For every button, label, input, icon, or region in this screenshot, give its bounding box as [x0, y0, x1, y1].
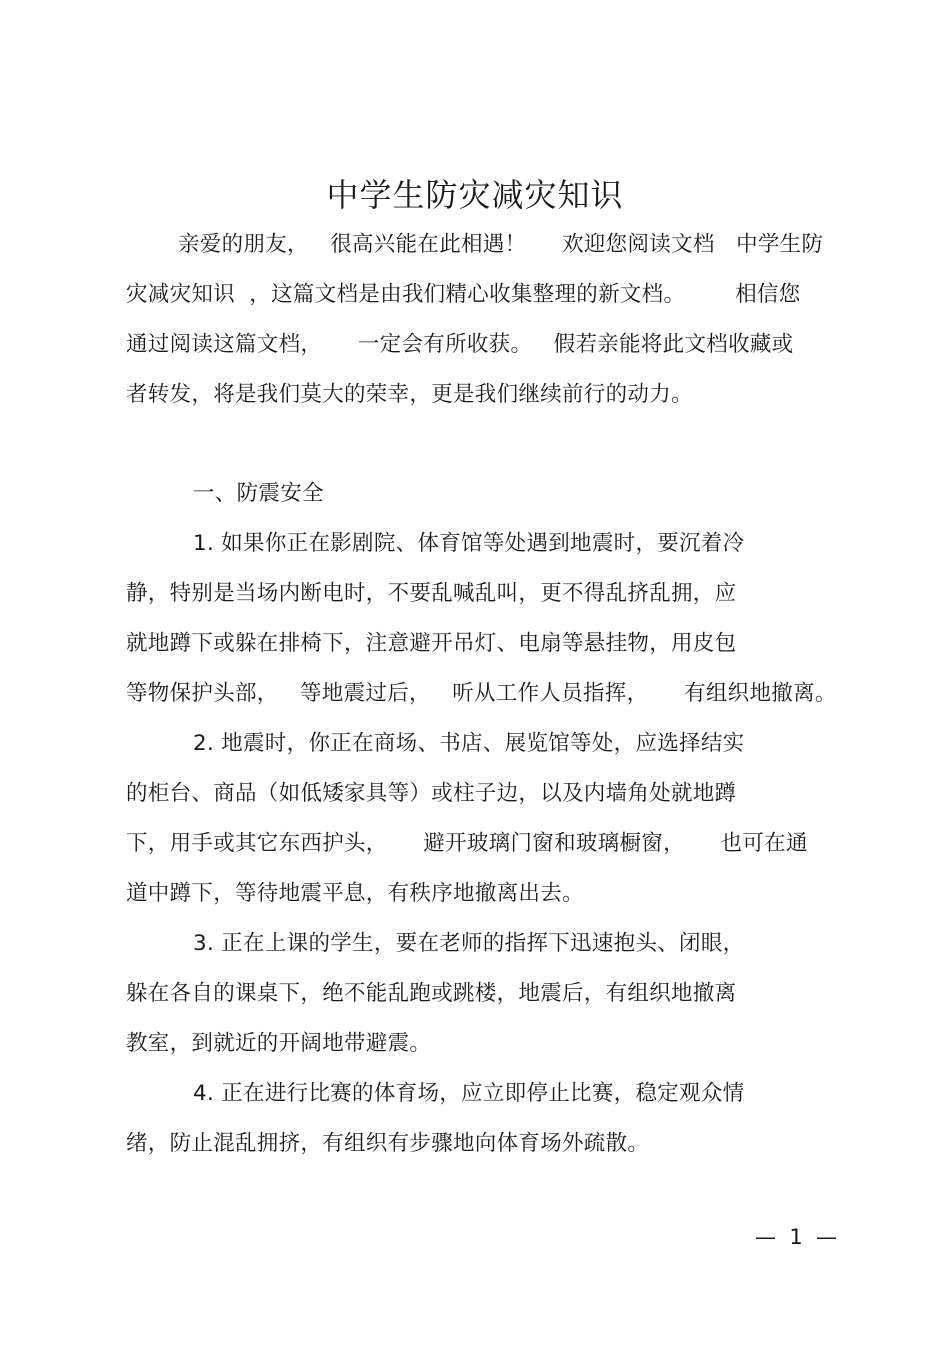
paragraph-line: 道中蹲下，等待地震平息，有秩序地撤离出去。 — [126, 881, 584, 906]
intro-line-3: 通过阅读这篇文档， 一定会有所收获。 假若亲能将此文档收藏或 — [126, 332, 794, 357]
intro-line-2: 灾减灾知识 ，这篇文档是由我们精心收集整理的新文档。 相信您 — [126, 282, 801, 307]
paragraph-line: 躲在各自的课桌下，绝不能乱跑或跳楼，地震后，有组织地撤离 — [126, 981, 737, 1006]
intro-line-1: 亲爱的朋友， 很高兴能在此相遇！ 欢迎您阅读文档 中学生防 — [178, 232, 824, 257]
paragraph-line: 1. 如果你正在影剧院、体育馆等处遇到地震时，要沉着冷 — [193, 531, 745, 556]
paragraph-line: 等物保护头部， 等地震过后， 听从工作人员指挥， 有组织地撤离。 — [126, 681, 837, 706]
paragraph-line: 教室，到就近的开阔地带避震。 — [126, 1031, 432, 1056]
paragraph-line: 就地蹲下或躲在排椅下，注意避开吊灯、电扇等悬挂物，用皮包 — [126, 631, 737, 656]
paragraph-line: 2. 地震时，你正在商场、书店、展览馆等处，应选择结实 — [193, 731, 745, 756]
paragraph-line: 3. 正在上课的学生，要在老师的指挥下迅速抱头、闭眼， — [193, 931, 745, 956]
paragraph-line: 绪，防止混乱拥挤，有组织有步骤地向体育场外疏散。 — [126, 1131, 650, 1156]
intro-line-4: 者转发，将是我们莫大的荣幸，更是我们继续前行的动力。 — [126, 382, 693, 407]
paragraph-line: 的柜台、商品（如低矮家具等）或柱子边，以及内墙角处就地蹲 — [126, 781, 737, 806]
paragraph-line: 静，特别是当场内断电时，不要乱喊乱叫，更不得乱挤乱拥，应 — [126, 581, 737, 606]
page-number: — 1 — — [755, 1225, 838, 1249]
paragraph-line: 下，用手或其它东西护头， 避开玻璃门窗和玻璃橱窗， 也可在通 — [126, 831, 808, 856]
document-title: 中学生防灾减灾知识 — [326, 176, 624, 214]
paragraph-line: 4. 正在进行比赛的体育场，应立即停止比赛，稳定观众情 — [193, 1081, 745, 1106]
section-heading: 一、防震安全 — [193, 481, 324, 506]
